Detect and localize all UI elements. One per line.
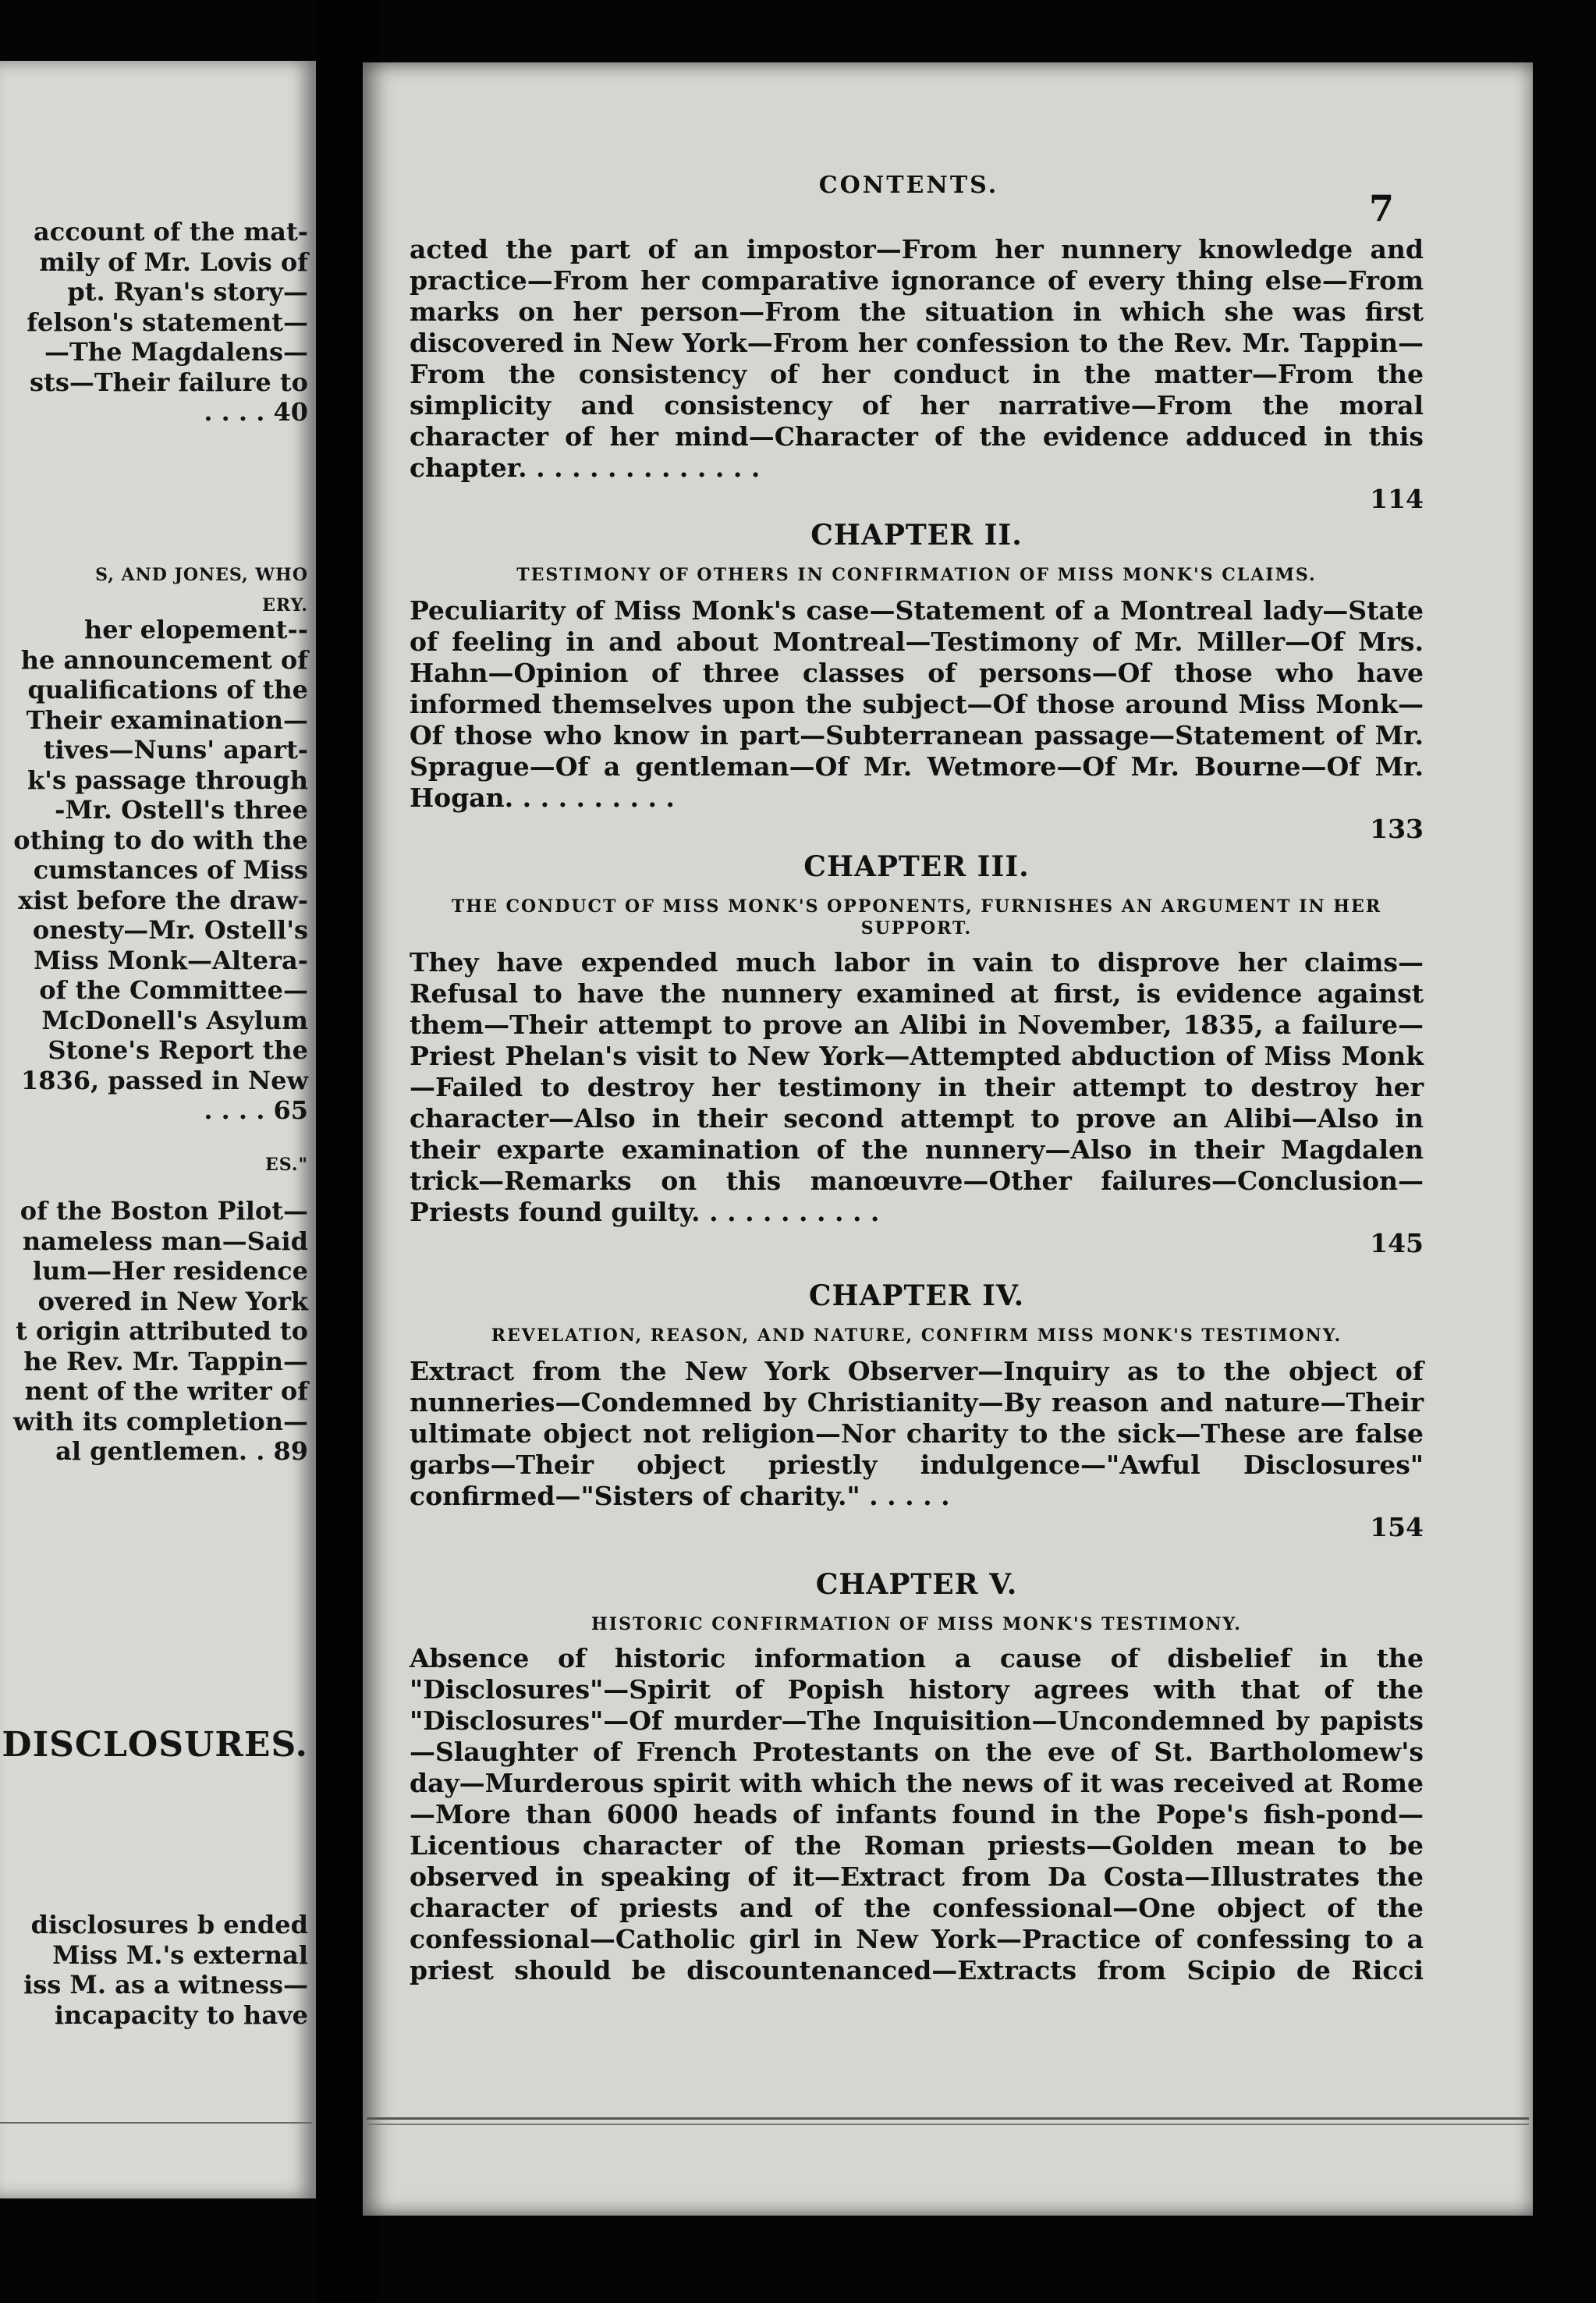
left-heading-2: S, AND JONES, WHO ERY.: [95, 565, 308, 616]
continued-entry: [410, 234, 1424, 515]
chapter-summary: They have expended much labor in vain to disprove her claims—Refusal to have the nunnery examined at first, is evidence against them—Their attempt to prove an Alibi in November, 1835, a failure—Priest Phelan's visit to New York—Attempted abduction of Miss Monk—Failed to destroy her testimony in their attempt to destroy her character—Also in their second attempt to prove an Alibi—Also in their exparte examination of the nunnery—Also in their Magdalen trick—Remarks on this manœuvre—Other failures—Conclusion—Priests found guilty. . . . . . . . . . .: [410, 947, 1424, 1227]
left-bottom-rule: [0, 2122, 312, 2124]
left-fragment-1: account of the mat- mily of Mr. Lovis of pt. Ryan's story— felson's statement— —The Magdalens— sts—Their failure to . . . . 40: [27, 217, 308, 427]
bottom-rule-inner: [367, 2124, 1529, 2125]
left-page: [0, 61, 316, 2198]
left-fragment-2: her elopement-- he announcement of qualifications of the Their examination— tives—Nuns' apart- k's passage through -Mr. Ostell's three othing to do with the cumstances of Miss xist before the draw- onesty—Mr. Ostell's Miss Monk—Altera- of the Committee— McDonell's Asylum Stone's Report the 1836, passed in New . . . . 65: [13, 615, 308, 1125]
chapter-4: [410, 1279, 1424, 1543]
chapter-3: [410, 850, 1424, 1259]
running-head: CONTENTS.: [818, 172, 999, 199]
bottom-rule: [367, 2117, 1529, 2120]
chapter-title: CHAPTER IV.: [808, 1279, 1025, 1312]
chapter-title: CHAPTER V.: [815, 1568, 1018, 1601]
left-heading-disclosures: DISCLOSURES.: [2, 1725, 308, 1765]
chapter-title: CHAPTER III.: [803, 850, 1030, 883]
left-fragment-3: of the Boston Pilot— nameless man—Said lum—Her residence overed in New York t origin attributed to he Rev. Mr. Tappin— nent of the writer of with its completion— al gentlemen. . 89: [12, 1196, 308, 1466]
chapter-subtitle: HISTORIC CONFIRMATION OF MISS MONK'S TESTIMONY.: [591, 1614, 1242, 1634]
chapter-5: [410, 1568, 1424, 1986]
chapter-summary: Peculiarity of Miss Monk's case—Statement of a Montreal lady—State of feeling in and about Montreal—Testimony of Mr. Miller—Of Mrs. Hahn—Opinion of three classes of persons—Of those who have informed themselves upon the subject—Of those around Miss Monk—Of those who know in part—Subterranean passage—Statement of Mr. Sprague—Of a gentleman—Of Mr. Wetmore—Of Mr. Bourne—Of Mr. Hogan. . . . . . . . . .: [410, 595, 1424, 813]
right-page: [363, 62, 1533, 2216]
continued-page: 114: [1370, 484, 1424, 514]
chapter-summary: Absence of historic information a cause of disbelief in the "Disclosures"—Spirit of Popish history agrees with that of the "Disclosures"—Of murder—The Inquisition—Uncondemned by papists—Slaughter of French Protestants on the eve of St. Bartholomew's day—Murderous spirit with which the news of it was received at Rome—More than 6000 heads of infants found in the Pope's fish-pond—Licentious character of the Roman priests—Golden mean to be observed in speaking of it—Extract from Da Costa—Illustrates the character of priests and of the confessional—One object of the confessional—Catholic girl in New York—Practice of confessing to a priest should be discountenanced—Extracts from Scipio de Ricci: [410, 1643, 1424, 1985]
chapter-subtitle: TESTIMONY OF OTHERS IN CONFIRMATION OF MISS MONK'S CLAIMS.: [516, 565, 1317, 585]
continued-text: acted the part of an impostor—From her nunnery knowledge and practice—From her comparative ignorance of every thing else—From marks on her person—From the situation in which she was first discovered in New York—From her confession to the Rev. Mr. Tappin—From the consistency of her conduct in the matter—From the simplicity and consistency of her narrative—From the moral character of her mind—Character of the evidence adduced in this chapter. . . . . . . . . . . . . .: [410, 234, 1424, 483]
left-heading-3: ES.": [265, 1155, 308, 1175]
left-fragment-4: disclosures b ended Miss M.'s external iss M. as a witness— incapacity to have: [23, 1910, 308, 2030]
page-number: 7: [1369, 187, 1395, 229]
chapter-summary: Extract from the New York Observer—Inquiry as to the object of nunneries—Condemned by Christianity—By reason and nature—Their ultimate object not religion—Nor charity to the sick—These are false garbs—Their object priestly indulgence—"Awful Disclosures" confirmed—"Sisters of charity." . . . . .: [410, 1356, 1424, 1511]
chapter-page: 145: [1370, 1228, 1424, 1258]
chapter-page: 133: [1370, 814, 1424, 844]
chapter-2: [410, 519, 1424, 845]
chapter-subtitle: THE CONDUCT OF MISS MONK'S OPPONENTS, FURNISHES AN ARGUMENT IN HER SUPPORT.: [451, 896, 1382, 939]
chapter-title: CHAPTER II.: [810, 519, 1023, 552]
chapter-page: 154: [1370, 1512, 1424, 1542]
chapter-subtitle: REVELATION, REASON, AND NATURE, CONFIRM MISS MONK'S TESTIMONY.: [491, 1325, 1342, 1346]
